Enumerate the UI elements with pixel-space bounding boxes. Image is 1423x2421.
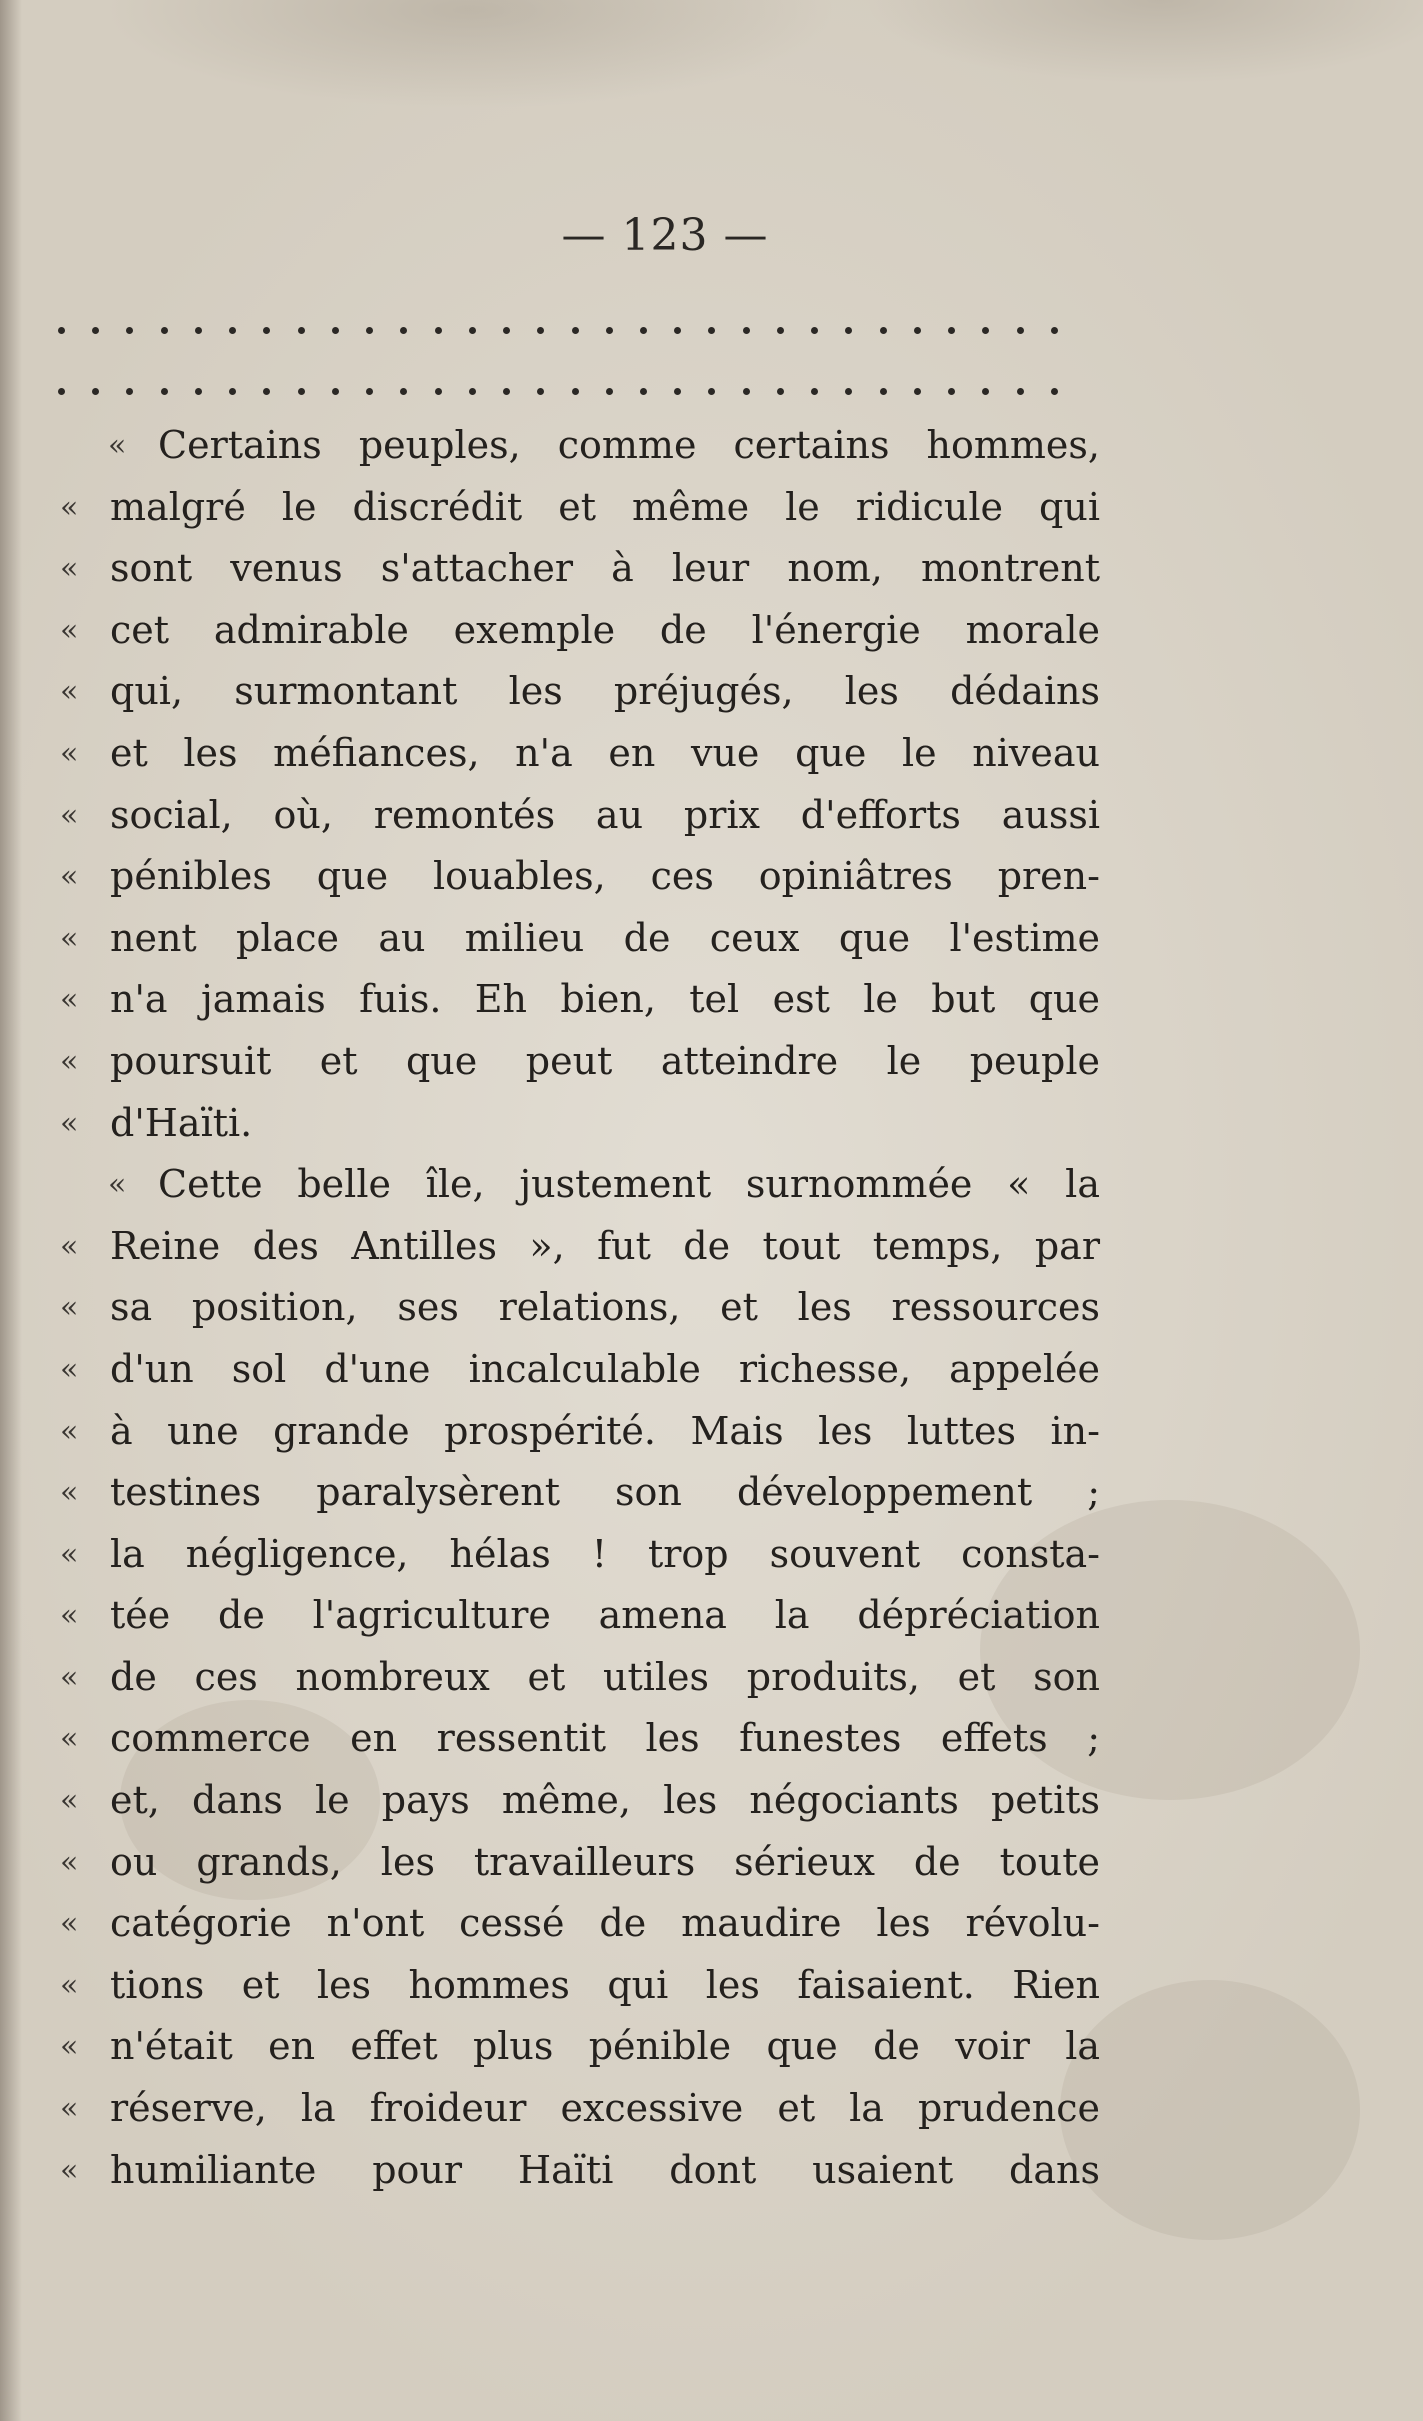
text-line [60, 1093, 1100, 1155]
ellipsis-dot [229, 388, 236, 395]
ellipsis-dot [674, 327, 681, 334]
line-text: la négligence, hélas ! trop souvent consta- [110, 1531, 1100, 1576]
line-text: et, dans le pays même, les négociants petits [110, 1778, 1100, 1823]
ellipsis-dot [811, 327, 818, 334]
quote-mark: « [60, 982, 79, 1018]
quote-mark: « [60, 1043, 79, 1079]
quote-mark: « [60, 1598, 79, 1634]
text-line [60, 969, 1100, 1031]
ellipsis-dot [1051, 388, 1058, 395]
ellipsis-dot [640, 327, 647, 334]
ellipsis-dot [161, 327, 168, 334]
ellipsis-dot [606, 327, 613, 334]
text-line [60, 661, 1100, 723]
ellipsis-dot [640, 388, 647, 395]
line-text: malgré le discrédit et même le ridicule qui [110, 484, 1100, 529]
line-text: catégorie n'ont cessé de maudire les révolu- [110, 1901, 1100, 1946]
text-line [60, 415, 1100, 477]
text-line [60, 1277, 1100, 1339]
line-text: cet admirable exemple de l'énergie morale [110, 607, 1100, 652]
ellipsis-dot [332, 327, 339, 334]
text-line [60, 1216, 1100, 1278]
line-text: tions et les hommes qui les faisaient. Rien [110, 1962, 1100, 2007]
line-text: et les méfiances, n'a en vue que le niveau [110, 730, 1100, 775]
line-text: testines paralysèrent son développement ; [110, 1470, 1100, 1515]
text-line [60, 1339, 1100, 1401]
ellipsis-dot [126, 388, 133, 395]
quote-mark: « [108, 428, 127, 463]
ellipsis-dot [503, 327, 510, 334]
quote-mark: « [60, 674, 79, 710]
ellipsis-dot [92, 388, 99, 395]
ellipsis-dot [332, 388, 339, 395]
quote-mark: « [60, 1105, 79, 1141]
text-line [60, 477, 1100, 539]
text-line [60, 1585, 1100, 1647]
quote-mark: « [60, 2091, 79, 2127]
line-text: d'un sol d'une incalculable richesse, appelée [110, 1346, 1100, 1391]
ellipsis-dot [400, 327, 407, 334]
ellipsis-dot [503, 388, 510, 395]
line-text: Cette belle île, justement surnommée « la [158, 1162, 1100, 1207]
ellipsis-dot [743, 327, 750, 334]
quote-mark: « [60, 551, 79, 587]
line-text: Certains peuples, comme certains hommes, [158, 423, 1100, 467]
ellipsis-dot [880, 388, 887, 395]
line-text: d'Haïti. [110, 1100, 253, 1145]
ellipsis-dot [537, 327, 544, 334]
ellipsis-dot [1017, 327, 1024, 334]
quote-mark: « [60, 1783, 79, 1819]
ellipsis-dot [708, 327, 715, 334]
ellipsis-dot [161, 388, 168, 395]
ellipsis-dot-row [58, 324, 1058, 336]
quote-mark: « [108, 1167, 127, 1203]
text-line [60, 846, 1100, 908]
ellipsis-dot [777, 327, 784, 334]
quote-mark: « [60, 797, 79, 833]
ellipsis-dot [1051, 327, 1058, 334]
text-line [60, 1647, 1100, 1709]
ellipsis-dot [982, 327, 989, 334]
ellipsis-dot [92, 327, 99, 334]
text-line [60, 1832, 1100, 1894]
text-line [60, 1031, 1100, 1093]
text-line [60, 1955, 1100, 2017]
ellipsis-dot [537, 388, 544, 395]
paper-stain [1060, 1980, 1360, 2240]
ellipsis-dot [435, 327, 442, 334]
quote-mark: « [60, 1906, 79, 1942]
ellipsis-dot [982, 388, 989, 395]
ellipsis-dot [435, 388, 442, 395]
text-line [60, 1893, 1100, 1955]
text-line [60, 1462, 1100, 1524]
ellipsis-dot [880, 327, 887, 334]
quote-mark: « [60, 735, 79, 771]
ellipsis-dot [606, 388, 613, 395]
text-line [60, 1154, 1100, 1216]
text-line [60, 538, 1100, 600]
quote-mark: « [60, 1844, 79, 1880]
ellipsis-dot [366, 388, 373, 395]
line-text: à une grande prospérité. Mais les luttes in- [110, 1408, 1100, 1453]
ellipsis-dot [743, 388, 750, 395]
line-text: Reine des Antilles », fut de tout temps, par [110, 1223, 1100, 1268]
ellipsis-dot [914, 327, 921, 334]
ellipsis-dot [708, 388, 715, 395]
page-edge-shadow [0, 0, 22, 2421]
line-text: social, où, remontés au prix d'efforts aussi [110, 792, 1100, 837]
line-text: poursuit et que peut atteindre le peuple [110, 1038, 1100, 1083]
text-line [60, 1708, 1100, 1770]
quote-mark: « [60, 1536, 79, 1572]
quote-mark: « [60, 1967, 79, 2003]
text-line [60, 1401, 1100, 1463]
line-text: ou grands, les travailleurs sérieux de toute [110, 1839, 1100, 1884]
ellipsis-dot [126, 327, 133, 334]
text-line [60, 785, 1100, 847]
line-text: qui, surmontant les préjugés, les dédains [110, 669, 1100, 714]
body-text [60, 415, 1100, 2201]
page-number: — 123 — [561, 210, 769, 261]
ellipsis-dot [845, 388, 852, 395]
ellipsis-dot [948, 388, 955, 395]
ellipsis-dot [58, 388, 65, 395]
ellipsis-dot [845, 327, 852, 334]
quote-mark: « [60, 1475, 79, 1511]
ellipsis-dot [674, 388, 681, 395]
quote-mark: « [60, 612, 79, 648]
quote-mark: « [60, 1290, 79, 1326]
ellipsis-dot [948, 327, 955, 334]
ellipsis-dot [366, 327, 373, 334]
text-line [60, 723, 1100, 785]
quote-mark: « [60, 1351, 79, 1387]
text-line [60, 2140, 1100, 2202]
text-line [60, 2016, 1100, 2078]
text-line [60, 1524, 1100, 1586]
text-line [60, 600, 1100, 662]
line-text: humiliante pour Haïti dont usaient dans [110, 2147, 1100, 2192]
ellipsis-dot [195, 388, 202, 395]
ellipsis-dot [572, 327, 579, 334]
quote-mark: « [60, 859, 79, 895]
ellipsis-dot-row [58, 385, 1058, 397]
quote-mark: « [60, 489, 79, 525]
ellipsis-dot [229, 327, 236, 334]
ellipsis-dot [298, 327, 305, 334]
line-text: pénibles que louables, ces opiniâtres pren- [110, 854, 1100, 899]
quote-mark: « [60, 2152, 79, 2188]
ellipsis-dot [298, 388, 305, 395]
quote-mark: « [60, 1659, 79, 1695]
line-text: n'était en effet plus pénible que de voir la [110, 2024, 1100, 2069]
ellipsis-dot [811, 388, 818, 395]
quote-mark: « [60, 1228, 79, 1264]
line-text: sont venus s'attacher à leur nom, montrent [110, 546, 1100, 591]
ellipsis-dot [777, 388, 784, 395]
text-line [60, 908, 1100, 970]
ellipsis-dot [1017, 388, 1024, 395]
line-text: commerce en ressentit les funestes effets ; [110, 1716, 1100, 1761]
line-text: n'a jamais fuis. Eh bien, tel est le but que [110, 977, 1100, 1022]
line-text: de ces nombreux et utiles produits, et son [110, 1654, 1100, 1699]
line-text: réserve, la froideur excessive et la prudence [110, 2086, 1100, 2131]
quote-mark: « [60, 920, 79, 956]
ellipsis-dot [572, 388, 579, 395]
ellipsis-dot [914, 388, 921, 395]
text-line [60, 1770, 1100, 1832]
ellipsis-dot [195, 327, 202, 334]
ellipsis-dot [58, 327, 65, 334]
line-text: sa position, ses relations, et les ressources [110, 1285, 1100, 1330]
quote-mark: « [60, 1413, 79, 1449]
ellipsis-dot [263, 388, 270, 395]
ellipsis-dot [263, 327, 270, 334]
line-text: tée de l'agriculture amena la dépréciation [110, 1593, 1100, 1638]
ellipsis-dot [400, 388, 407, 395]
ellipsis-dot [469, 388, 476, 395]
quote-mark: « [60, 1721, 79, 1757]
text-line [60, 2078, 1100, 2140]
quote-mark: « [60, 2029, 79, 2065]
line-text: nent place au milieu de ceux que l'estime [110, 915, 1100, 960]
ellipsis-dot [469, 327, 476, 334]
